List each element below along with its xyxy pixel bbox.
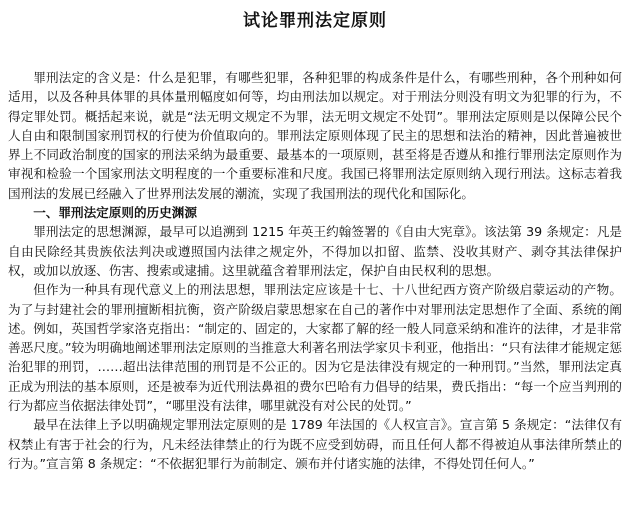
paragraph-declaration: 最早在法律上予以明确规定罪刑法定原则的是 1789 年法国的《人权宣言》。宣言第 5 条规定：“法律仅有权禁止有害于社会的行为，凡未经法律禁止的行为既不应受到妨碍，而且任何人都不得被迫从事法律所禁止的行为。”宣言第 8 条规定：“不依据犯罪行为前制定、颁布并付诸实施的法律，不得处罚任何人。” [8,417,622,471]
document-title: 试论罪刑法定原则 [243,11,387,31]
paragraph-definition: 罪刑法定的含义是：什么是犯罪，有哪些犯罪，各种犯罪的构成条件是什么，有哪些刑种，各个刑种如何适用，以及各种具体罪的具体量刑幅度如何等，均由刑法加以规定。对于刑法分则没有明文为犯罪的行为，不得定罪处罚。概括起来说，就是“法无明文规定不为罪，法无明文规定不处罚”。罪刑法定原则是以保障公民个人自由和限制国家刑罚权的行使为价值取向的。罪刑法定原则体现了民主的思想和法治的精神，因此普遍被世界上不同政治制度的国家的刑法采纳为最重要、最基本的一项原则，甚至将是否遵从和推行罪刑法定原则作为审视和检验一个国家刑法文明程度的一个重要标准和尺度。我国已将罪刑法定原则纳入现行刑法。这标志着我国刑法的发展已经融入了世界刑法发展的潮流，实现了我国刑法的现代化和国际化。 [8,70,622,201]
paragraph-enlightenment: 但作为一种具有现代意义上的刑法思想，罪刑法定应该是十七、十八世纪西方资产阶级启蒙运动的产物。为了与封建社会的罪刑擅断相抗衡，资产阶级启蒙思想家在自己的著作中对罪刑法定思想作了全面、系统的阐述。例如，英国哲学家洛克指出：“制定的、固定的，大家都了解的经一般人同意采纳和准许的法律，才是非常善恶尺度。”较为明确地阐述罪刑法定原则的当推意大利著名刑法学家贝卡利亚，他指出：“只有法律才能规定惩治犯罪的刑罚，……超出法律范围的刑罚是不公正的。因为它是法律没有规定的一种刑罚。”当然，罪刑法定真正成为刑法的基本原则，还是被奉为近代刑法鼻祖的费尔巴哈有力倡导的结果，费氏指出：“每一个应当判刑的行为都应当依据法律处罚”，“哪里没有法律，哪里就没有对公民的处罚。” [8,282,622,414]
document-body [8,68,622,473]
paragraph-magna-carta: 罪刑法定的思想渊源，最早可以追溯到 1215 年英王约翰签署的《自由大宪章》。该法第 39 条规定：凡是自由民除经其贵族依法判决或遵照国内法律之规定外，不得加以扣留、监禁、没收其财产、剥夺其法律保护权，或加以放逐、伤害、搜索或逮捕。这里就蕴含着罪刑法定，保护自由民权利的思想。 [8,224,622,278]
section-heading: 一、罪刑法定原则的历史渊源 [33,205,197,221]
